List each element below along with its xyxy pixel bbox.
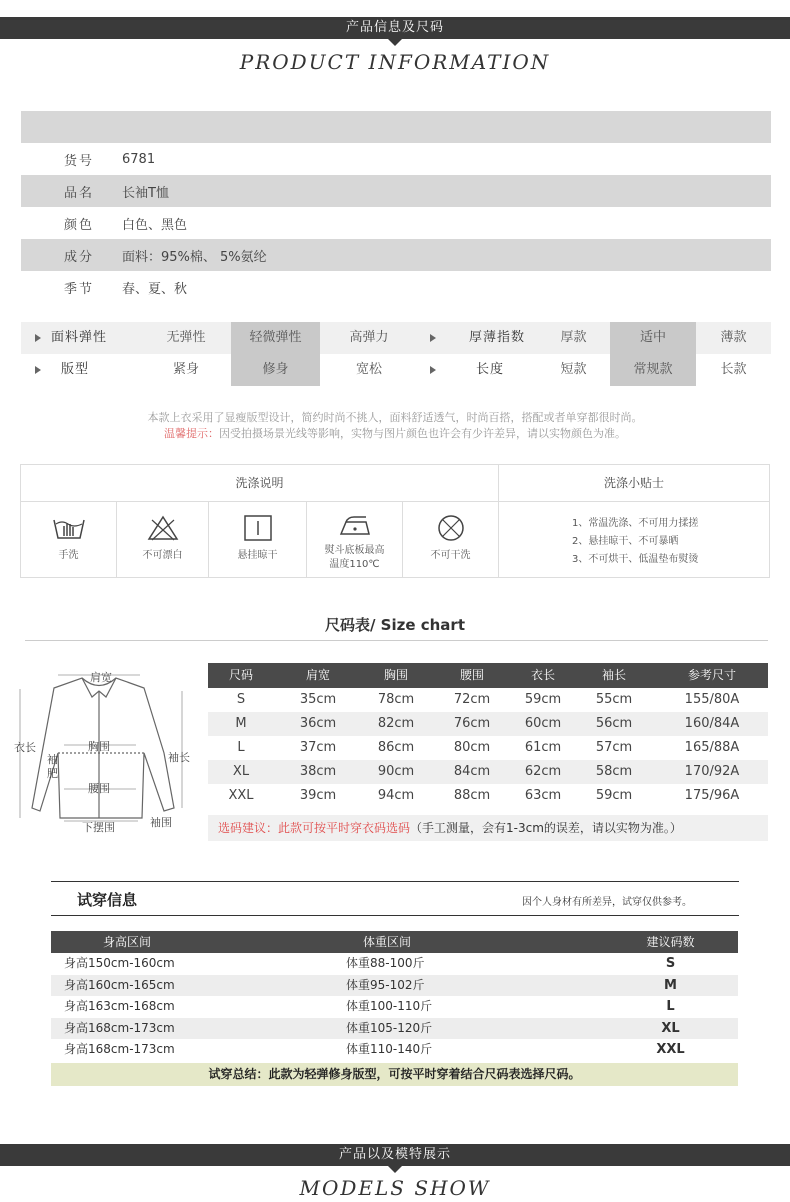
cell-weight: 体重95-102斤 xyxy=(346,977,425,992)
cell-sleeve: 59cm xyxy=(595,788,633,803)
cell-length: 61cm xyxy=(524,740,562,755)
wash-tip: 2、悬挂晾干、不可暴晒 xyxy=(572,536,679,547)
size-table-header xyxy=(208,663,768,688)
cell-reference: 170/92A xyxy=(684,764,740,779)
wash-icon-label: 不可干洗 xyxy=(430,550,471,561)
cell-length: 62cm xyxy=(524,764,562,779)
cell-suggested-size: L xyxy=(666,999,675,1014)
attribute-option: 短款 xyxy=(560,362,587,377)
attribute-option: 无弹性 xyxy=(166,330,206,345)
cell-reference: 175/96A xyxy=(684,788,740,803)
banner-notch xyxy=(387,1165,403,1173)
cell-length: 63cm xyxy=(524,788,562,803)
attribute-option: 高弹力 xyxy=(349,330,389,345)
attribute-option: 薄款 xyxy=(720,330,747,345)
shirt-diagram xyxy=(14,663,200,838)
wash-body xyxy=(21,502,769,578)
table-row xyxy=(208,784,768,808)
attribute-label xyxy=(21,322,141,354)
cell-chest: 86cm xyxy=(377,740,415,755)
column-header: 胸围 xyxy=(383,668,408,682)
cell-height: 身高168cm-173cm xyxy=(64,1020,175,1035)
cell-suggested-size: XL xyxy=(661,1020,680,1036)
column-header: 袖长 xyxy=(601,668,626,682)
attribute-label-text: 厚薄指数 xyxy=(469,330,526,345)
divider xyxy=(51,915,739,916)
column-header: 腰围 xyxy=(459,668,484,682)
triangle-right-icon xyxy=(35,366,41,374)
attribute-label-text: 面料弹性 xyxy=(51,330,108,345)
cell-reference: 165/88A xyxy=(684,740,740,755)
size-suggestion-note: （手工测量，会有1-3cm的误差，请以实物为准。） xyxy=(410,821,682,835)
size-suggestion xyxy=(208,815,768,841)
column-header: 肩宽 xyxy=(305,668,330,682)
cell-weight: 体重88-100斤 xyxy=(346,956,425,970)
wash-icon-label: 悬挂晾干 xyxy=(237,550,278,561)
no-bleach-icon xyxy=(146,514,180,542)
attribute-option-selected: 适中 xyxy=(610,322,696,354)
cell-height: 身高163cm-168cm xyxy=(64,999,175,1013)
column-header: 身高区间 xyxy=(103,935,152,949)
attribute-option-selected: 轻微弹性 xyxy=(231,322,320,354)
attribute-label-text: 长度 xyxy=(476,362,505,377)
wash-icon-label: 不可漂白 xyxy=(142,550,183,561)
cell-shoulder: 38cm xyxy=(299,764,337,779)
table-row xyxy=(51,953,738,975)
hand-wash-icon xyxy=(52,514,86,542)
label-length: 衣长 xyxy=(14,741,36,754)
info-key: 品名 xyxy=(64,185,95,201)
size-table xyxy=(208,663,768,808)
fitting-table xyxy=(51,931,738,1061)
section-banner-product-info xyxy=(0,17,790,39)
size-chart-title: 尺码表/ Size chart xyxy=(324,616,466,634)
product-info-table xyxy=(21,111,771,303)
cell-sleeve: 55cm xyxy=(595,692,633,707)
warm-tip-label: 温馨提示： xyxy=(164,427,219,440)
cell-shoulder: 37cm xyxy=(299,740,337,755)
column-header: 体重区间 xyxy=(363,935,412,949)
attribute-option: 厚款 xyxy=(560,330,587,345)
cell-length: 60cm xyxy=(524,716,562,731)
cell-height: 身高160cm-165cm xyxy=(64,977,175,992)
warm-tip-text: 因受拍摄场景光线等影响，实物与图片颜色也许会有少许差异，请以实物颜色为准。 xyxy=(219,427,626,440)
fitting-note: 因个人身材有所差异，试穿仅供参考。 xyxy=(522,897,692,908)
info-value: 6781 xyxy=(122,151,156,167)
attribute-option: 紧身 xyxy=(172,362,199,377)
attribute-label xyxy=(418,322,547,354)
attribute-table xyxy=(21,322,771,386)
wash-tips-title: 洗涤小贴士 xyxy=(603,476,664,490)
triangle-right-icon xyxy=(35,334,41,342)
cell-weight: 体重110-140斤 xyxy=(346,1042,433,1056)
label-cuff: 袖围 xyxy=(150,816,172,829)
wash-tip: 1、常温洗涤、不可用力揉搓 xyxy=(572,518,699,529)
info-key: 成分 xyxy=(64,249,95,265)
cell-sleeve: 58cm xyxy=(595,764,633,779)
info-value: 长袖T恤 xyxy=(122,185,169,201)
cell-waist: 80cm xyxy=(453,740,491,755)
info-value: 面料：95%棉、 5%氨纶 xyxy=(122,249,267,265)
attribute-row xyxy=(21,322,771,354)
attribute-label-text: 版型 xyxy=(61,362,90,377)
section-title: 产品信息及尺码 xyxy=(345,20,444,35)
banner-notch xyxy=(387,38,403,46)
column-header: 建议码数 xyxy=(646,935,695,949)
attribute-option: 宽松 xyxy=(355,362,382,377)
cell-height: 身高150cm-160cm xyxy=(64,956,175,970)
wash-icon-cell xyxy=(403,502,499,578)
info-row xyxy=(21,271,771,303)
info-row xyxy=(21,175,771,207)
wash-icon-cell xyxy=(209,502,307,578)
info-row xyxy=(21,239,771,271)
wash-instructions-box xyxy=(20,464,770,578)
cell-length: 59cm xyxy=(524,692,562,707)
hang-dry-icon xyxy=(241,514,275,542)
fitting-title: 试穿信息 xyxy=(77,891,138,909)
wash-tip: 3、不可烘干、低温垫布熨烫 xyxy=(572,554,699,565)
cell-shoulder: 36cm xyxy=(299,716,337,731)
cell-sleeve: 56cm xyxy=(595,716,633,731)
divider xyxy=(25,640,768,641)
fitting-summary: 试穿总结：此款为轻弹修身版型，可按平时穿着结合尺码表选择尺码。 xyxy=(51,1063,738,1086)
cell-waist: 84cm xyxy=(453,764,491,779)
triangle-right-icon xyxy=(430,334,436,342)
cell-chest: 94cm xyxy=(377,788,415,803)
table-row xyxy=(51,975,738,997)
cell-suggested-size: S xyxy=(665,956,676,971)
wash-icon-label: 手洗 xyxy=(58,550,79,561)
attribute-label xyxy=(418,354,547,386)
warm-tip xyxy=(0,425,790,441)
wash-tips xyxy=(499,502,769,578)
wash-header xyxy=(21,465,769,502)
table-row xyxy=(51,1039,738,1061)
table-row xyxy=(51,1018,738,1040)
label-hem: 下摆围 xyxy=(82,821,115,834)
cell-size: S xyxy=(236,692,246,707)
triangle-right-icon xyxy=(430,366,436,374)
wash-title: 洗涤说明 xyxy=(21,465,499,501)
cell-height: 身高168cm-173cm xyxy=(64,1042,175,1056)
section-subtitle: MODELS SHOW xyxy=(299,1176,491,1200)
attribute-option: 长款 xyxy=(720,362,747,377)
no-dry-clean-icon xyxy=(434,514,468,542)
wash-icon-cell xyxy=(307,502,403,578)
attribute-row xyxy=(21,354,771,386)
cell-suggested-size: XXL xyxy=(656,1042,685,1057)
iron-icon xyxy=(338,512,372,540)
size-suggestion-highlight: 选码建议：此款可按平时穿衣码选码 xyxy=(218,821,411,835)
info-value: 白色、黑色 xyxy=(122,217,188,233)
label-sleeve: 袖长 xyxy=(168,751,190,764)
cell-reference: 155/80A xyxy=(684,692,740,707)
cell-size: L xyxy=(237,740,245,755)
attribute-option-selected: 修身 xyxy=(231,354,320,386)
column-header: 参考尺寸 xyxy=(687,668,736,682)
cell-weight: 体重100-110斤 xyxy=(346,999,433,1013)
cell-chest: 90cm xyxy=(377,764,415,779)
info-key: 颜色 xyxy=(64,217,95,233)
label-chest: 胸围 xyxy=(88,740,110,753)
info-key: 货号 xyxy=(64,153,95,169)
info-row xyxy=(21,143,771,175)
section-title: 产品以及模特展示 xyxy=(338,1147,451,1162)
cell-size: XXL xyxy=(228,788,254,803)
table-row xyxy=(208,688,768,712)
info-key: 季节 xyxy=(64,281,95,297)
table-row xyxy=(208,760,768,784)
label-waist: 腰围 xyxy=(88,782,110,795)
cell-size: M xyxy=(235,716,247,731)
section-banner-models xyxy=(0,1144,790,1166)
cell-sleeve: 57cm xyxy=(595,740,633,755)
wash-icon-label: 熨斗底板最高 xyxy=(324,545,385,556)
cell-size: XL xyxy=(232,764,250,779)
column-header: 衣长 xyxy=(530,668,555,682)
cell-chest: 78cm xyxy=(377,692,415,707)
table-row xyxy=(208,736,768,760)
cell-shoulder: 39cm xyxy=(299,788,337,803)
cell-suggested-size: M xyxy=(664,977,677,993)
label-sleeve-width-1: 袖 xyxy=(47,753,58,766)
cell-waist: 88cm xyxy=(453,788,491,803)
info-value: 春、夏、秋 xyxy=(122,281,188,297)
label-sleeve-width-2: 肥 xyxy=(47,767,58,780)
cell-chest: 82cm xyxy=(377,716,415,731)
attribute-label xyxy=(21,354,141,386)
section-subtitle: PRODUCT INFORMATION xyxy=(239,50,551,74)
wash-icon-cell xyxy=(21,502,117,578)
fitting-table-header xyxy=(51,931,738,953)
product-description: 本款上衣采用了显瘦版型设计，简约时尚不挑人，面料舒适透气，时尚百搭，搭配或者单穿都很时尚。 xyxy=(147,411,643,424)
divider xyxy=(51,881,739,882)
cell-reference: 160/84A xyxy=(684,716,740,731)
cell-weight: 体重105-120斤 xyxy=(346,1020,433,1035)
info-header-row xyxy=(21,111,771,143)
label-shoulder: 肩宽 xyxy=(90,671,112,684)
column-header: 尺码 xyxy=(228,668,253,682)
attribute-option-selected: 常规款 xyxy=(610,354,696,386)
wash-icon-cell xyxy=(117,502,209,578)
table-row xyxy=(51,996,738,1018)
wash-icon-label-2: 温度110℃ xyxy=(329,559,380,570)
info-row xyxy=(21,207,771,239)
cell-waist: 72cm xyxy=(453,692,491,707)
cell-waist: 76cm xyxy=(453,716,491,731)
cell-shoulder: 35cm xyxy=(299,692,337,707)
table-row xyxy=(208,712,768,736)
